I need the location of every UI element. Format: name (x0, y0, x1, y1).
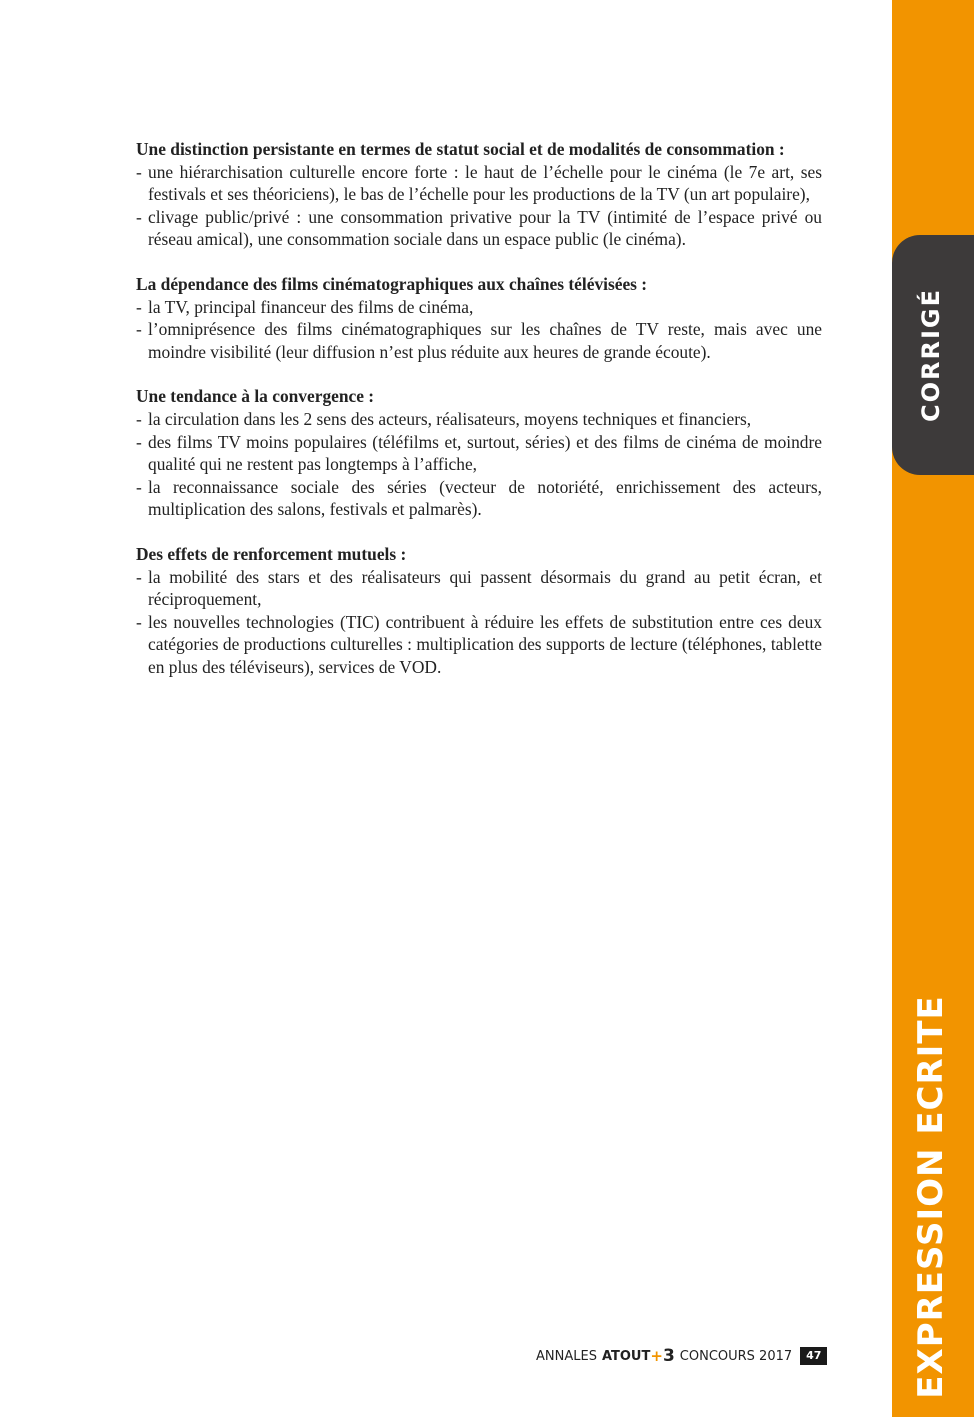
list-item: - clivage public/privé : une consommation privative pour la TV (intimité de l’espace privé ou réseau amical), une consommation sociale dans un espace public (le cinéma). (136, 206, 822, 251)
section-renforcement (136, 543, 822, 679)
list-item: - la mobilité des stars et des réalisateurs qui passent désormais du grand au petit écran, et réciproquement, (136, 566, 822, 611)
section-title: Des effets de renforcement mutuels : (136, 543, 407, 564)
list-item: - la reconnaissance sociale des séries (vecteur de notoriété, enrichissement des acteurs, multiplication des salons, festivals et palmarès). (136, 476, 822, 521)
bullet-list (136, 161, 822, 251)
bullet-list (136, 408, 822, 521)
page-footer (536, 1346, 827, 1366)
footer-prefix: ANNALES (536, 1348, 597, 1364)
main-content (136, 138, 822, 700)
list-item: - l’omniprésence des films cinématographiques sur les chaînes de TV reste, mais avec une moindre visibilité (leur diffusion n’est plus réduite aux heures de grande écoute). (136, 318, 822, 363)
section-title: La dépendance des films cinématographiques aux chaînes télévisées : (136, 273, 648, 294)
page-number: 47 (800, 1347, 827, 1365)
bullet-list (136, 296, 822, 364)
section-title: Une distinction persistante en termes de statut social et de modalités de consommation : (136, 139, 785, 159)
footer-suffix: CONCOURS 2017 (679, 1348, 793, 1364)
section-distinction (136, 138, 822, 251)
list-item: - une hiérarchisation culturelle encore forte : le haut de l’échelle pour le cinéma (le 7e art, ses festivals et ses théoriciens), le bas de l’échelle pour les productions de la TV (un art populaire), (136, 161, 822, 206)
section-title: Une tendance à la convergence : (136, 386, 375, 407)
section-label: EXPRESSION ECRITE (911, 995, 951, 1399)
section-dependance (136, 273, 822, 363)
brand-name: ATOUT (601, 1348, 651, 1364)
bullet-list (136, 566, 822, 679)
corrige-label: CORRIGÉ (917, 288, 945, 422)
list-item: - la circulation dans les 2 sens des acteurs, réalisateurs, moyens techniques et financiers, (136, 408, 822, 431)
brand-plus: + (650, 1347, 663, 1365)
list-item: - des films TV moins populaires (téléfilms et, surtout, séries) et des films de cinéma de moindre qualité qui ne restent pas longtemps à l’affiche, (136, 431, 822, 476)
section-convergence (136, 385, 822, 521)
brand-number: 3 (662, 1346, 675, 1366)
list-item: - la TV, principal financeur des films de cinéma, (136, 296, 822, 319)
list-item: - les nouvelles technologies (TIC) contribuent à réduire les effets de substitution entre ces deux catégories de productions culturelles : multiplication des supports de lecture (téléphones, tablette en plus des téléviseurs), services de VOD. (136, 611, 822, 679)
